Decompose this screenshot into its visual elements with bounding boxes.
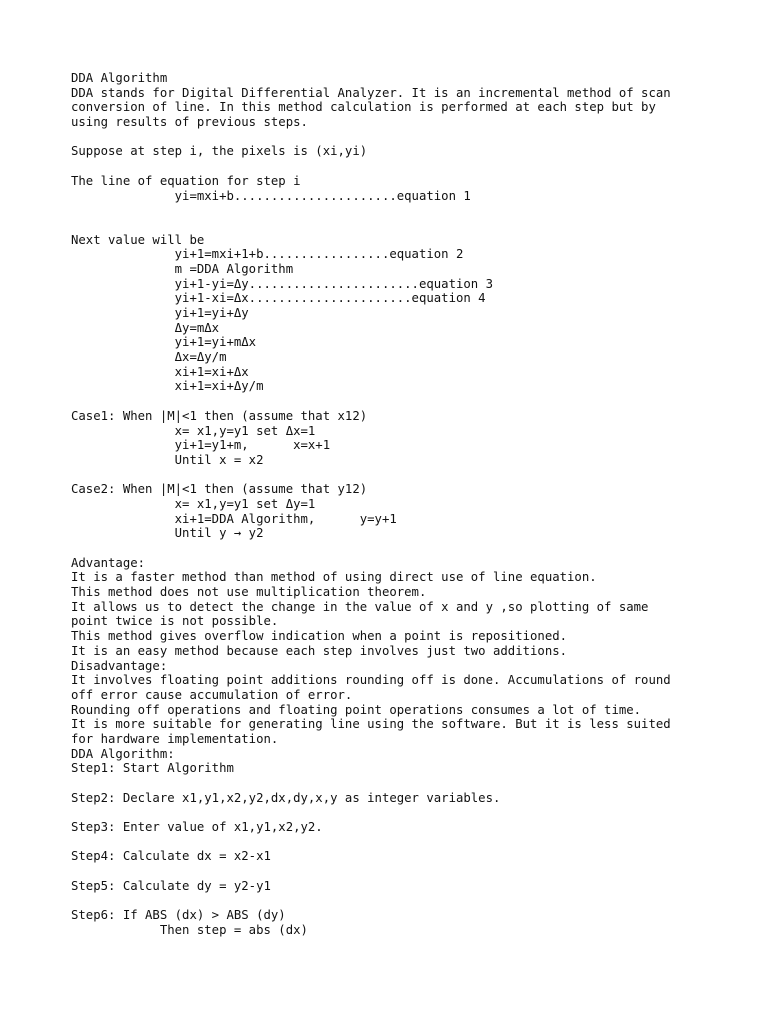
- text-line: It is more suitable for generating line using the software. But it is less suited: [71, 717, 671, 732]
- text-line: off error cause accumulation of error.: [71, 687, 353, 702]
- text-line: Then step = abs (dx): [71, 922, 308, 937]
- text-line: Δx=Δy/m: [71, 350, 227, 365]
- text-line: yi+1-yi=Δy.......................equation 3: [71, 276, 493, 291]
- text-line: It is a faster method than method of using direct use of line equation.: [71, 570, 597, 585]
- blank-line: [71, 541, 731, 556]
- text-line: yi+1=yi+Δy: [71, 306, 249, 320]
- text-line: Step1: Start Algorithm: [71, 761, 234, 776]
- blank-line: [71, 218, 731, 233]
- text-line: Case2: When |M|<1 then (assume that y12): [71, 482, 368, 497]
- text-line: yi+1=y1+m, x=x+1: [71, 438, 331, 453]
- blank-line: [71, 159, 731, 174]
- blank-line: [71, 394, 731, 409]
- text-line: xi+1=xi+Δx: [71, 364, 249, 379]
- text-line: It allows us to detect the change in the value of x and y ,so plotting of same: [71, 599, 649, 614]
- text-line: yi+1=yi+mΔx: [71, 335, 257, 350]
- document-body: [71, 71, 731, 938]
- text-line: The line of equation for step i: [71, 173, 301, 188]
- text-line: This method gives overflow indication when a point is repositioned.: [71, 629, 568, 644]
- blank-line: [71, 894, 731, 909]
- blank-line: [71, 864, 731, 879]
- text-line: Disadvantage:: [71, 658, 168, 673]
- blank-line: [71, 835, 731, 850]
- text-line: DDA Algorithm: [71, 71, 168, 85]
- blank-line: [71, 203, 731, 218]
- text-line: using results of previous steps.: [71, 115, 308, 130]
- text-line: xi+1=DDA Algorithm, y=y+1: [71, 511, 397, 526]
- text-line: m =DDA Algorithm: [71, 261, 294, 276]
- text-line: This method does not use multiplication theorem.: [71, 585, 427, 600]
- blank-line: [71, 805, 731, 820]
- text-line: yi=mxi+b......................equation 1: [71, 188, 471, 203]
- text-line: Rounding off operations and floating point operations consumes a lot of time.: [71, 702, 642, 717]
- text-line: Until y → y2: [71, 526, 264, 541]
- blank-line: [71, 776, 731, 791]
- text-line: Step6: If ABS (dx) > ABS (dy): [71, 908, 286, 923]
- text-line: Step5: Calculate dy = y2-y1: [71, 878, 271, 893]
- text-line: Step4: Calculate dx = x2-x1: [71, 849, 271, 864]
- text-line: point twice is not possible.: [71, 614, 279, 629]
- text-line: Step2: Declare x1,y1,x2,y2,dx,dy,x,y as integer variables.: [71, 790, 501, 805]
- text-line: yi+1-xi=Δx......................equation 4: [71, 291, 486, 306]
- text-line: for hardware implementation.: [71, 731, 279, 746]
- text-line: conversion of line. In this method calculation is performed at each step but by: [71, 100, 656, 115]
- text-line: xi+1=xi+Δy/m: [71, 379, 264, 394]
- text-line: Until x = x2: [71, 452, 264, 467]
- text-line: x= x1,y=y1 set Δx=1: [71, 423, 316, 438]
- text-line: Step3: Enter value of x1,y1,x2,y2.: [71, 820, 323, 835]
- text-line: It involves floating point additions rounding off is done. Accumulations of round: [71, 673, 671, 688]
- text-line: x= x1,y=y1 set Δy=1: [71, 496, 316, 511]
- text-line: DDA stands for Digital Differential Analyzer. It is an incremental method of scan: [71, 85, 671, 100]
- text-line: Advantage:: [71, 555, 146, 570]
- text-line: Suppose at step i, the pixels is (xi,yi): [71, 144, 368, 159]
- text-line: Case1: When |M|<1 then (assume that x12): [71, 408, 368, 423]
- text-line: Δy=mΔx: [71, 320, 220, 335]
- text-line: yi+1=mxi+1+b.................equation 2: [71, 247, 464, 262]
- text-line: Next value will be: [71, 232, 205, 247]
- text-line: DDA Algorithm:: [71, 746, 175, 761]
- blank-line: [71, 130, 731, 145]
- blank-line: [71, 468, 731, 483]
- text-line: It is an easy method because each step involves just two additions.: [71, 643, 568, 658]
